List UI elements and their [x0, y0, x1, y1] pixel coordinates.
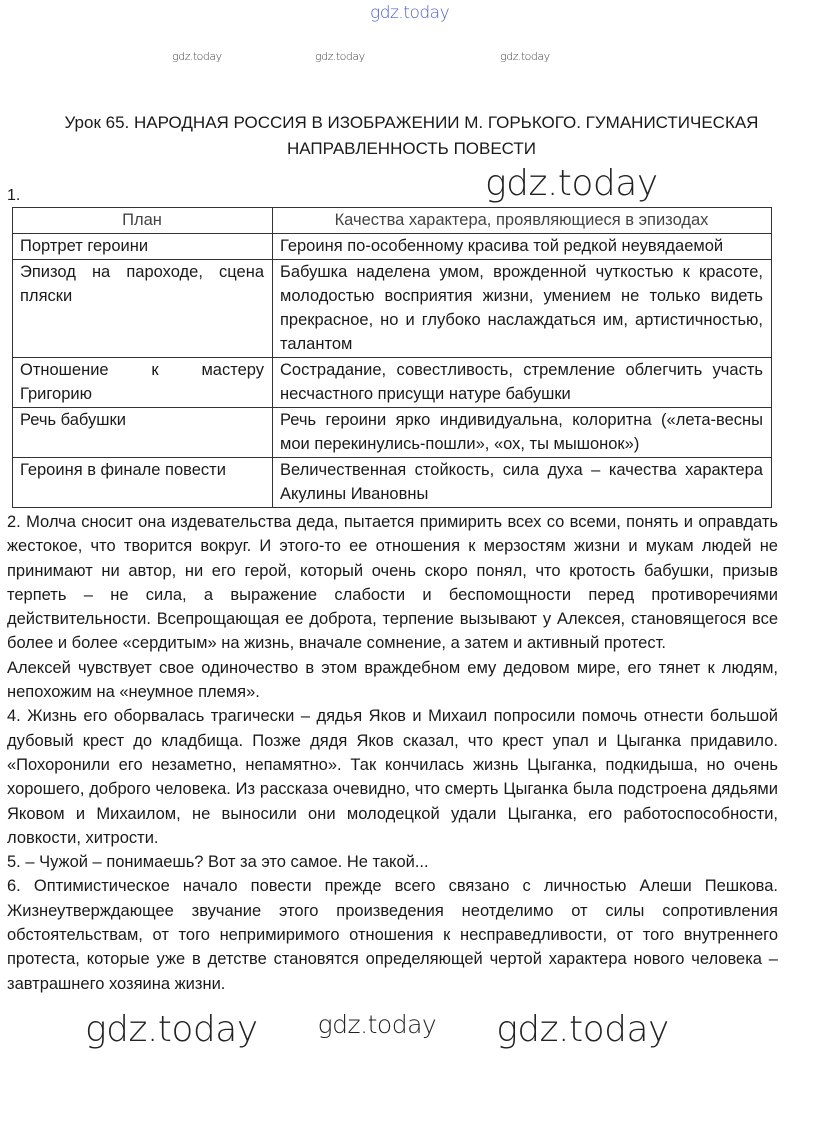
table-row	[13, 260, 772, 358]
task-number: 1.	[7, 187, 21, 204]
watermark: gdz.today	[500, 50, 550, 63]
table-row	[13, 234, 772, 260]
watermark: gdz.today	[370, 3, 450, 23]
table-cell: Героиня по-особенному красива той редкой неувядаемой	[273, 234, 772, 260]
watermark: gdz.today	[85, 1008, 258, 1050]
table-cell: Отношение к мастеру Григорию	[13, 358, 273, 408]
table-cell: Бабушка наделена умом, врожденной чуткостью к красоте, молодостью восприятия жизни, умением не только видеть прекрасное, но и глубоко наслаждаться им, артистичностью, талантом	[273, 260, 772, 358]
table-cell: Сострадание, совестливость, стремление облегчить участь несчастного присущи натуре бабушки	[273, 358, 772, 408]
column-header: План	[13, 208, 273, 234]
watermark: gdz.today	[496, 1008, 669, 1050]
watermark: gdz.today	[172, 50, 222, 63]
table-cell: Речь героини ярко индивидуальна, колоритна («лета-весны мои перекинулись-пошли», «ох, ты мышонок»)	[273, 408, 772, 458]
watermark: gdz.today	[317, 1009, 437, 1039]
content-flow	[0, 207, 823, 1060]
paragraph: 2. Молча сносит она издевательства деда, пытается примирить всех со всеми, понять и оправдать жестокое, что творится вокруг. И этого-то ее отношения к мерзостям жизни и мукам людей не принимают ни автор, ни его герой, который очень скоро понял, что кротость бабушки, призыв терпеть – не сила, а выражение слабости и беспомощности перед противоречиями действительности. Всепрощающая ее доброта, терпение вызывают у Алексея, становящегося все более и более «сердитым» на жизнь, вначале сомнение, а затем и активный протест.	[7, 513, 778, 653]
page-title: Урок 65. НАРОДНАЯ РОССИЯ В ИЗОБРАЖЕНИИ М. ГОРЬКОГО. ГУМАНИСТИЧЕСКАЯ НАПРАВЛЕННОСТЬ ПОВЕСТИ	[64, 113, 759, 158]
table-cell: Эпизод на пароходе, сцена пляски	[13, 260, 273, 358]
paragraph: 4. Жизнь его оборвалась трагически – дядья Яков и Михаил попросили помочь отнести большой дубовый крест до кладбища. Позже дядя Яков сказал, что крест упал и Цыганка придавило. «Похоронили его незаметно, непамятно». Так кончилась жизнь Цыганка, подкидыша, но очень хорошего, доброго человека. Из рассказа очевидно, что смерть Цыганка была подстроена дядьями Яковом и Михаилом, не выносили они молодецкой удали Цыганка, его работоспособности, ловкости, хитрости.	[7, 707, 778, 847]
plan-table	[12, 207, 772, 508]
watermark: gdz.today	[485, 163, 658, 204]
column-header: Качества характера, проявляющиеся в эпизодах	[273, 208, 772, 234]
answer-text	[7, 510, 778, 996]
table-row	[13, 408, 772, 458]
watermark-row	[0, 996, 823, 1060]
paragraph: 5. – Чужой – понимаешь? Вот за это самое. Не такой...	[7, 853, 429, 872]
table-cell: Величественная стойкость, сила духа – качества характера Акулины Ивановны	[273, 458, 772, 508]
table-row	[13, 358, 772, 408]
watermark: gdz.today	[315, 50, 365, 63]
paragraph: 6. Оптимистическое начало повести прежде всего связано с личностью Алеши Пешкова. Жизнеутверждающее звучание этого произведения неотделимо от силы сопротивления обстоятельствам, от того непримиримого отношения к несправедливости, от того внутреннего протеста, которые уже в детстве становятся определяющей чертой характера нового человека – завтрашнего хозяина жизни.	[7, 877, 778, 993]
table-cell: Речь бабушки	[13, 408, 273, 458]
table-cell: Героиня в финале повести	[13, 458, 273, 508]
paragraph: Алексей чувствует свое одиночество в этом враждебном ему дедовом мире, его тянет к людям, непохожим на «неумное племя».	[7, 658, 778, 702]
table-cell: Портрет героини	[13, 234, 273, 260]
table-row	[13, 458, 772, 508]
table-header-row	[13, 208, 772, 234]
